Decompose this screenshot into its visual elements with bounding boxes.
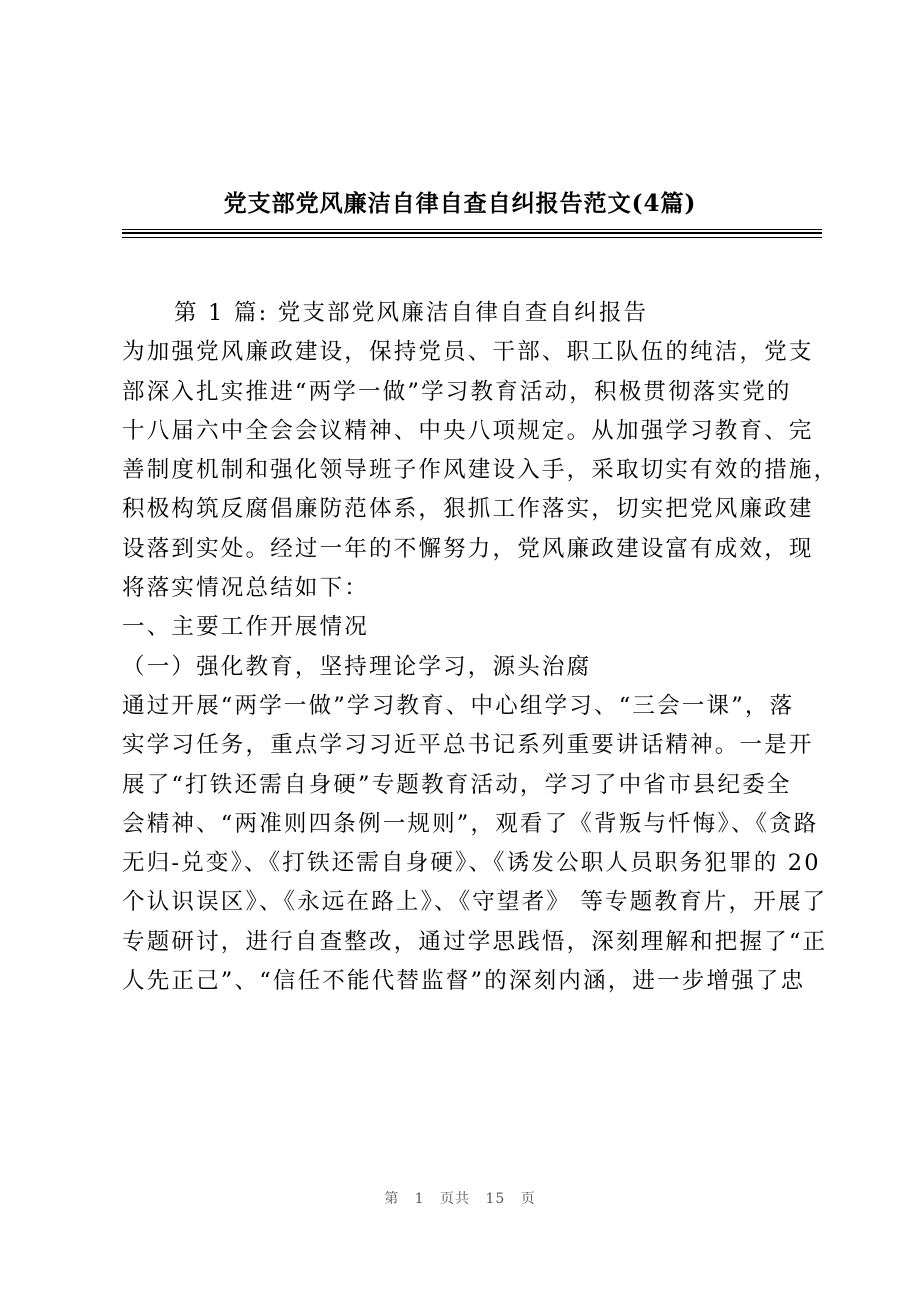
footer-total-pages: 15 (485, 1191, 506, 1207)
title-divider (122, 229, 822, 230)
footer-total-label: 页共 (440, 1191, 471, 1207)
paragraph (122, 687, 827, 1001)
paragraph-line: 无归-兑变》、《打铁还需自身硬》、《诱发公职人员职务犯罪的 20 (122, 850, 821, 877)
paragraph-list (122, 333, 839, 1001)
paragraph-line: 个认识误区》、《永远在路上》、《守望者》 等专题教育片，开展了 (122, 889, 828, 916)
paragraph-line: 部深入扎实推进“两学一做”学习教育活动，积极贯彻落实党的 (122, 378, 792, 405)
paragraph (122, 333, 839, 608)
paragraph (122, 648, 827, 687)
paragraph-line: 会精神、“两准则四条例一规则”，观看了《背叛与忏悔》、《贪路 (122, 810, 819, 837)
paragraph-line: 为加强党风廉政建设，保持党员、干部、职工队伍的纯洁，党支 (122, 339, 814, 366)
paragraph-line: 善制度机制和强化领导班子作风建设入手，采取切实有效的措施， (122, 457, 839, 484)
footer-page-number: 1 (414, 1191, 425, 1207)
paragraph-line: 展了“打铁还需自身硬”专题教育活动，学习了中省市县纪委全 (122, 771, 792, 798)
paragraph-line: （一）强化教育，坚持理论学习，源头治腐 (122, 653, 592, 680)
section-heading: 第 1 篇: 党支部党风廉洁自律自查自纠报告 (174, 300, 649, 326)
paragraph-line: 十八届六中全会会议精神、中央八项规定。从加强学习教育、完 (122, 417, 814, 444)
title-divider (122, 237, 822, 238)
paragraph-line: 积极构筑反腐倡廉防范体系，狠抓工作落实，切实把党风廉政建 (122, 496, 814, 523)
paragraph-line: 将落实情况总结如下： (122, 575, 370, 602)
paragraph-line: 一、主要工作开展情况 (122, 614, 370, 641)
page-footer (0, 1188, 920, 1208)
paragraph-line: 通过开展“两学一做”学习教育、中心组学习、“三会一课”，落 (122, 692, 795, 719)
document-title: 党支部党风廉洁自律自查自纠报告范文(4篇) (223, 190, 697, 217)
paragraph-line: 人先正己”、“信任不能代替监督”的深刻内涵，进一步增强了忠 (122, 968, 806, 995)
title-divider (122, 232, 822, 234)
paragraph (122, 608, 827, 647)
footer-page-label: 第 (384, 1191, 400, 1207)
document-body (122, 294, 839, 1001)
paragraph-line: 设落到实处。经过一年的不懈努力，党风廉政建设富有成效，现 (122, 535, 814, 562)
paragraph-line: 实学习任务，重点学习习近平总书记系列重要讲话精神。一是开 (122, 732, 814, 759)
paragraph-line: 专题研讨，进行自查整改，通过学思践悟，深刻理解和把握了“正 (122, 928, 828, 955)
footer-page-suffix: 页 (520, 1191, 536, 1207)
